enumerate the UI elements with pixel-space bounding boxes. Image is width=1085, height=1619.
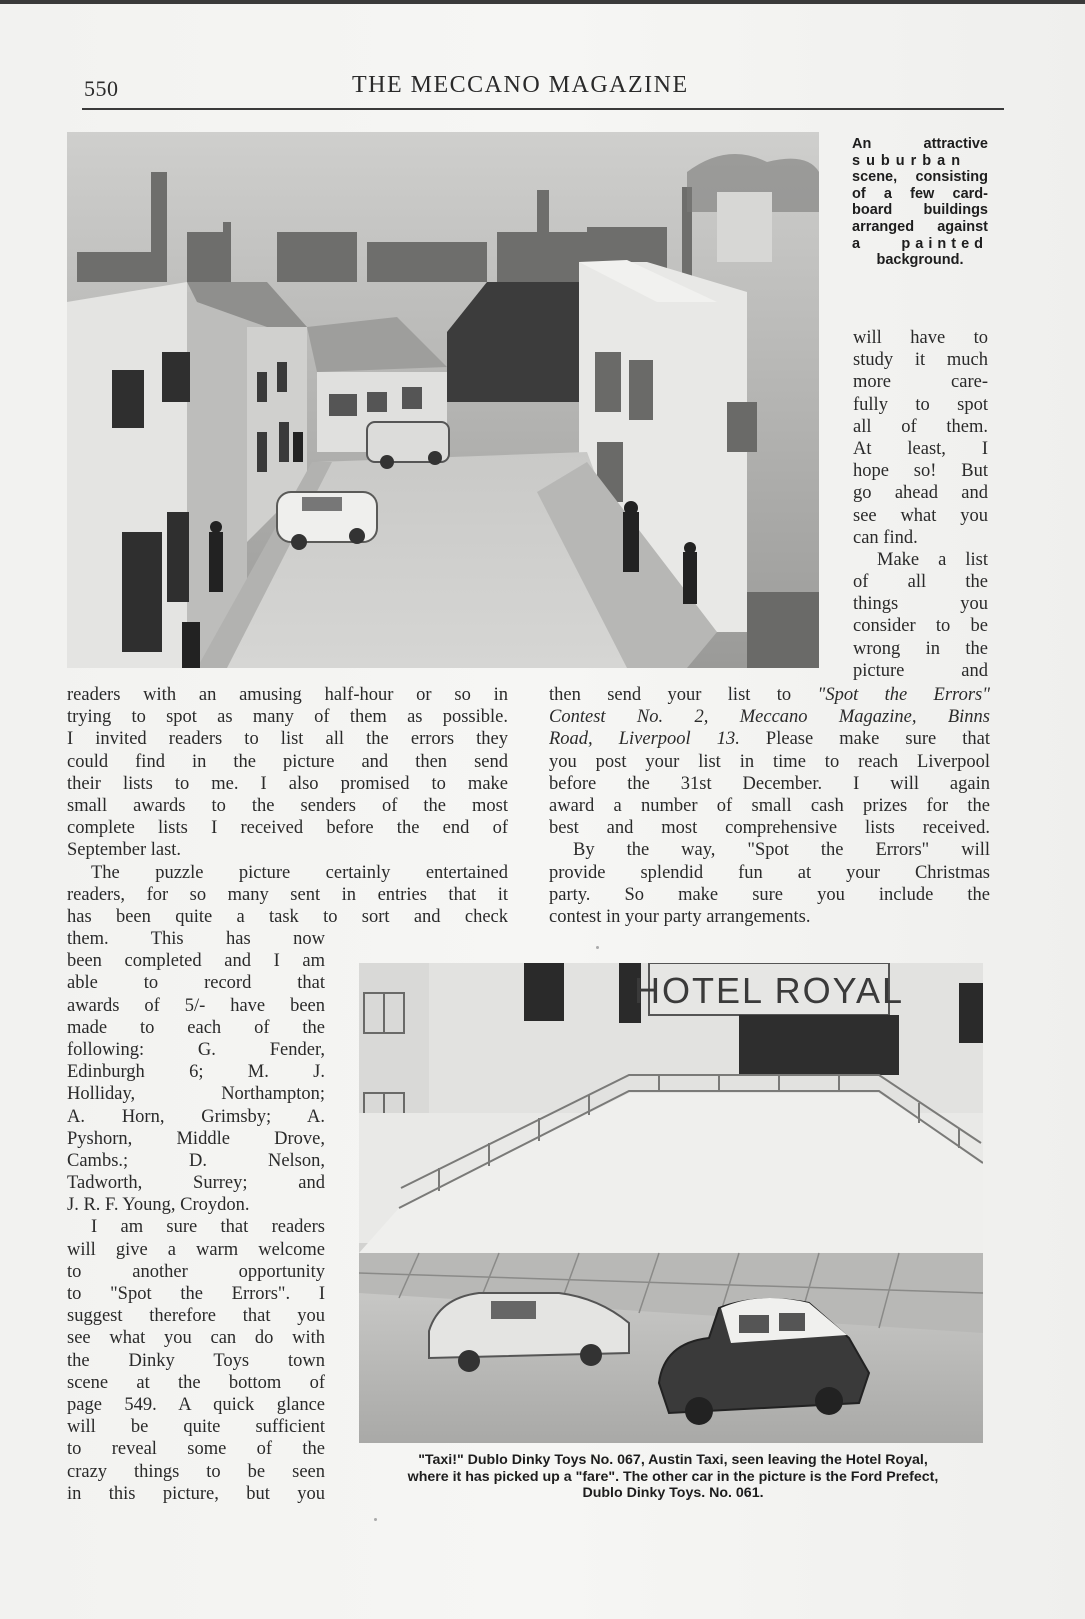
left-narrow-column	[67, 928, 325, 1505]
caption-line: arranged against	[852, 218, 988, 235]
body-line: trying to spot as many of them as possible.	[67, 707, 508, 728]
body-line: scene at the bottom of	[67, 1372, 325, 1393]
hotel-royal-photo	[359, 963, 983, 1443]
bottom-figure-caption	[356, 1452, 990, 1502]
body-line: small awards to the senders of the most	[67, 795, 508, 816]
body-line: to "Spot the Errors". I	[67, 1284, 325, 1304]
body-line: will have to	[853, 328, 988, 348]
body-line: crazy things to be seen	[67, 1461, 325, 1482]
body-line: hope so! But	[853, 461, 988, 482]
body-line: fully to spot	[853, 394, 988, 415]
body-line: before the 31st December. I will again	[549, 773, 990, 794]
body-line: to another opportunity	[67, 1261, 325, 1282]
body-line: award a number of small cash prizes for the	[549, 795, 990, 816]
body-line: see what you can do with	[67, 1328, 325, 1349]
body-line: able to record that	[67, 973, 325, 994]
header-rule	[82, 108, 1004, 110]
body-line: following: G. Fender,	[67, 1039, 325, 1060]
body-line: Contest No. 2, Meccano Magazine, Binns	[549, 707, 990, 728]
body-line: Edinburgh 6; M. J.	[67, 1062, 325, 1083]
body-line: their lists to me. I also promised to make	[67, 773, 508, 794]
body-line: A. Horn, Grimsby; A.	[67, 1106, 325, 1127]
body-line: best and most comprehensive lists received.	[549, 818, 990, 839]
suburban-scene-photo	[67, 132, 819, 668]
body-line: I invited readers to list all the errors they	[67, 729, 508, 750]
body-line: complete lists I received before the end of	[67, 818, 508, 839]
body-line: September last.	[67, 840, 182, 861]
body-line: will give a warm welcome	[67, 1239, 325, 1260]
body-line: wrong in the	[853, 638, 988, 659]
body-line: readers with an amusing half-hour or so in	[67, 685, 508, 705]
body-line: picture and	[853, 660, 988, 681]
print-speck	[596, 946, 599, 949]
body-line: made to each of the	[67, 1017, 325, 1038]
body-line: go ahead and	[853, 483, 988, 504]
caption-line: scene, consisting	[852, 169, 988, 186]
page-number: 550	[84, 76, 119, 101]
body-line: been completed and I am	[67, 951, 325, 972]
body-line: Make a list	[877, 549, 988, 570]
body-line: By the way, "Spot the Errors" will	[573, 840, 990, 861]
body-line: J. R. F. Young, Croydon.	[67, 1195, 250, 1216]
body-line: in this picture, but you	[67, 1483, 325, 1504]
caption-line: board buildings	[852, 202, 988, 219]
left-column	[67, 684, 508, 928]
body-line: suggest therefore that you	[67, 1306, 325, 1327]
caption-line: a painted	[852, 235, 988, 252]
body-line: Cambs.; D. Nelson,	[67, 1150, 325, 1171]
body-line: consider to be	[853, 616, 988, 637]
caption-line: An attractive	[852, 136, 988, 152]
body-line: can find.	[853, 527, 918, 548]
body-line: Pyshorn, Middle Drove,	[67, 1128, 325, 1149]
body-line: I am sure that readers	[91, 1217, 325, 1238]
page-top-edge	[0, 0, 1085, 4]
right-column	[549, 684, 990, 928]
body-line: awards of 5/- have been	[67, 995, 325, 1016]
body-line: things you	[853, 594, 988, 615]
body-line: them. This has now	[67, 929, 325, 949]
body-line: provide splendid fun at your Christmas	[549, 862, 990, 883]
caption-line: background.	[876, 252, 964, 269]
body-line: Holliday, Northampton;	[67, 1084, 325, 1105]
body-line: readers, for so many sent in entries that it	[67, 884, 508, 905]
print-speck	[374, 1518, 377, 1521]
body-line: Tadworth, Surrey; and	[67, 1173, 325, 1194]
caption-line: "Taxi!" Dublo Dinky Toys No. 067, Austin Taxi, seen leaving the Hotel Royal,	[418, 1452, 928, 1468]
body-line: then send your list to "Spot the Errors"	[549, 685, 990, 705]
body-line: party. So make sure you include the	[549, 884, 990, 905]
top-figure-caption	[852, 136, 988, 269]
body-line: At least, I	[853, 438, 988, 459]
caption-line: suburban	[852, 152, 967, 169]
body-line: more care-	[853, 372, 988, 393]
right-narrow-column	[853, 327, 988, 682]
body-line: contest in your party arrangements.	[549, 906, 811, 927]
caption-line: of a few card-	[852, 185, 988, 202]
body-line: of all the	[853, 572, 988, 593]
body-line: study it much	[853, 350, 988, 371]
hotel-sign-text: HOTEL ROYAL	[633, 970, 905, 1011]
caption-line: where it has picked up a "fare". The other car in the picture is the Ford Prefect,	[407, 1468, 939, 1485]
body-line: The puzzle picture certainly entertained	[91, 862, 508, 883]
body-line: see what you	[853, 505, 988, 526]
body-line: the Dinky Toys town	[67, 1350, 325, 1371]
body-line: you post your list in time to reach Liverpool	[549, 751, 990, 772]
body-line: Road, Liverpool 13. Please make sure that	[549, 729, 990, 750]
body-line: to reveal some of the	[67, 1439, 325, 1460]
body-line: could find in the picture and then send	[67, 751, 508, 772]
body-line: will be quite sufficient	[67, 1417, 325, 1438]
caption-line: Dublo Dinky Toys. No. 061.	[582, 1485, 764, 1501]
running-head: THE MECCANO MAGAZINE	[352, 72, 689, 98]
body-line: all of them.	[853, 416, 988, 437]
body-line: has been quite a task to sort and check	[67, 906, 508, 927]
body-line: page 549. A quick glance	[67, 1394, 325, 1415]
